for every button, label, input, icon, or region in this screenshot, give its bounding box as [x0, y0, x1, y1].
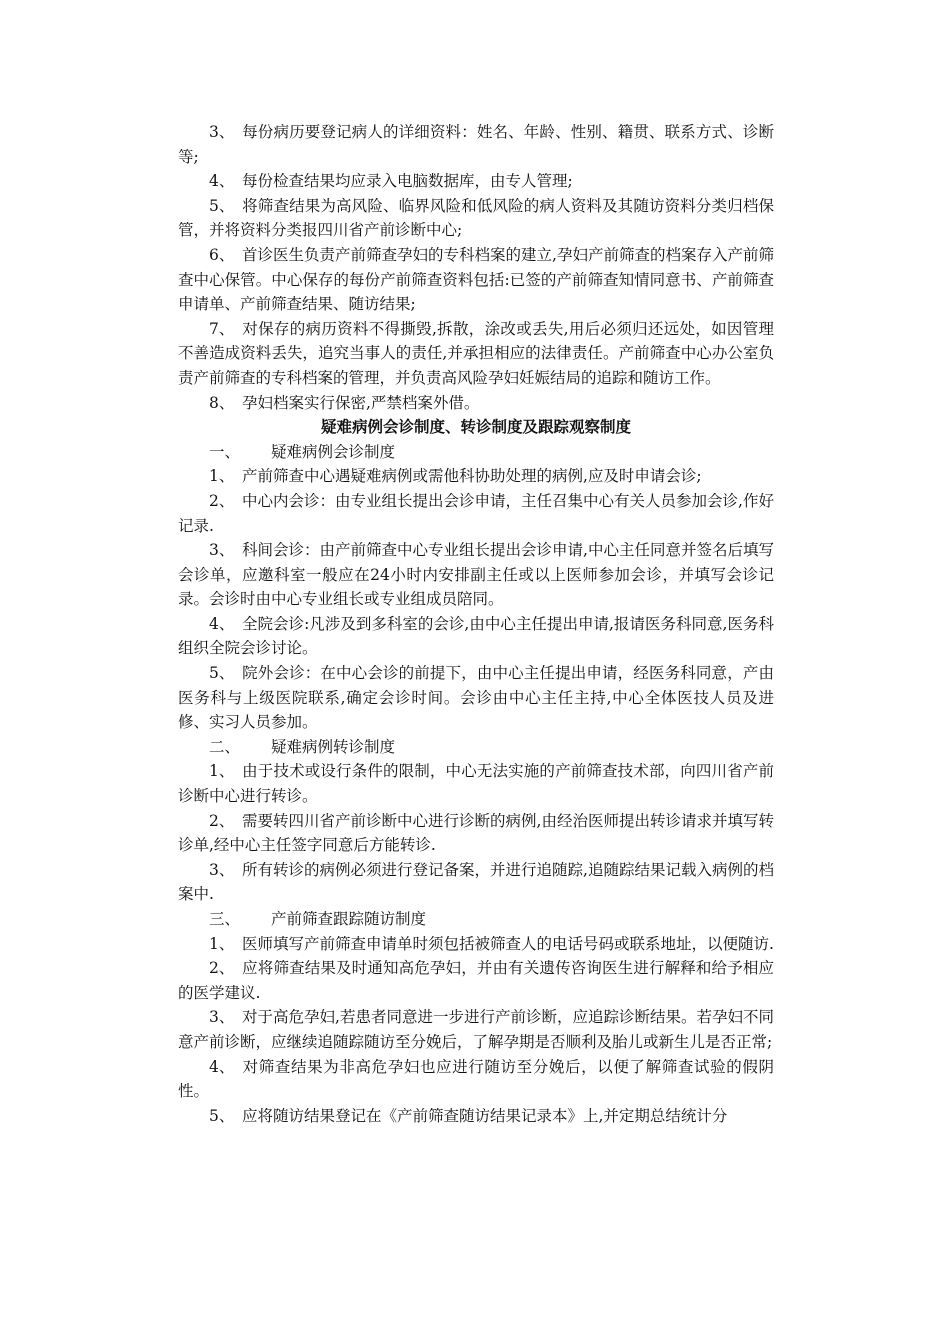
- item-number: 5、: [209, 664, 235, 683]
- item-number: 3、: [209, 123, 235, 141]
- section-heading: [178, 440, 774, 465]
- list-item: [178, 612, 774, 661]
- list-item: [178, 243, 774, 317]
- item-number: 1、: [209, 762, 235, 781]
- item-text: 需要转四川省产前诊断中心进行诊断的病例,由经治医师提出转诊请求并填写转诊单,经中心主任签字同意后方能转诊.: [178, 811, 774, 855]
- item-text: 院外会诊：在中心会诊的前提下，由中心主任提出申请，经医务科同意，产由医务科与上级医院联系,确定会诊时间。会诊由中心主任主持,中心全体医技人员及进修、实习人员参加。: [178, 664, 774, 732]
- item-text: 每份检查结果均应录入电脑数据库，由专人管理;: [242, 172, 573, 191]
- list-item: [178, 538, 774, 612]
- item-text: 对于高危孕妇,若患者同意进一步进行产前诊断，应追踪诊断结果。若孕妇不同意产前诊断，应继续追随踪随访至分娩后，了解孕期是否顺利及胎儿或新生儿是否正常;: [178, 1008, 774, 1051]
- section-number: 一、: [209, 442, 241, 461]
- item-number: 2、: [209, 491, 235, 510]
- list-item: [178, 489, 774, 538]
- section-follow-up: [178, 907, 774, 1128]
- item-text: 应将随访结果登记在《产前筛查随访结果记录本》上,并定期总结统计分: [242, 1106, 728, 1125]
- item-text: 由于技术或设行条件的限制，中心无法实施的产前筛查技术部，向四川省产前诊断中心进行转诊。: [178, 762, 774, 806]
- section-referral: [178, 735, 774, 907]
- list-item: [178, 464, 774, 489]
- item-text: 将筛查结果为高风险、临界风险和低风险的病人资料及其随访资料分类归档保管，并将资料分类报四川省产前诊断中心;: [178, 196, 774, 240]
- section-heading-text: 疑难病例会诊制度: [271, 442, 396, 461]
- list-item: [178, 169, 774, 194]
- list-item: [178, 932, 774, 957]
- section-number: 三、: [209, 910, 241, 928]
- item-text: 对筛查结果为非高危孕妇也应进行随访至分娩后，以便了解筛查试验的假阴性。: [178, 1057, 774, 1101]
- list-item: [178, 956, 774, 1005]
- item-text: 中心内会诊：由专业组长提出会诊申请，主任召集中心有关人员参加会诊,作好记录.: [178, 491, 774, 535]
- item-text: 首诊医生负责产前筛查孕妇的专科档案的建立,孕妇产前筛查的档案存入产前筛查中心保管。中心保存的每份产前筛查资料包括:已签的产前筛查知情同意书、产前筛查申请单、产前筛查结果、随访结果;: [178, 245, 774, 314]
- item-text: 所有转诊的病例必须进行登记备案，并进行追随踪,追随踪结果记载入病例的档案中.: [178, 860, 774, 904]
- item-number: 5、: [209, 196, 235, 215]
- section-heading: [178, 735, 774, 760]
- list-item: [178, 317, 774, 391]
- list-item: [178, 1104, 774, 1129]
- page-title: 疑难病例会诊制度、转诊制度及跟踪观察制度: [320, 418, 631, 437]
- list-item: [178, 391, 774, 416]
- list-item: [178, 809, 774, 858]
- item-number: 6、: [209, 245, 235, 264]
- document-page: [178, 120, 774, 1128]
- item-text: 对保存的病历资料不得撕毁,拆散，涂改或丢失,用后必须归还远处，如因管理不善造成资料丢失，追究当事人的责任,并承担相应的法律责任。产前筛查中心办公室负责产前筛查的专科档案的管理，并负责高风险孕妇妊娠结局的追踪和随访工作。: [178, 319, 774, 387]
- item-text: 全院会诊:凡涉及到多科室的会诊,由中心主任提出申请,报请医务科同意,医务科组织全院会诊讨论。: [178, 614, 774, 658]
- section-number: 二、: [209, 737, 241, 756]
- item-number: 8、: [209, 393, 235, 412]
- item-number: 7、: [209, 319, 235, 338]
- section-consultation: [178, 440, 774, 735]
- item-number: 1、: [209, 934, 235, 953]
- item-number: 5、: [209, 1106, 235, 1125]
- item-text: 孕妇档案实行保密,严禁档案外借。: [242, 393, 480, 412]
- list-item: [178, 120, 774, 169]
- item-number: 4、: [209, 614, 235, 633]
- list-item: [178, 194, 774, 243]
- item-text: 应将筛查结果及时通知高危孕妇，并由有关遗传咨询医生进行解释和给予相应的医学建议.: [178, 959, 774, 1002]
- list-item: [178, 1055, 774, 1104]
- list-item: [178, 759, 774, 808]
- section-heading-text: 疑难病例转诊制度: [271, 737, 396, 756]
- archive-rules: [178, 120, 774, 415]
- item-number: 3、: [209, 860, 235, 879]
- section-heading-text: 产前筛查跟踪随访制度: [271, 910, 427, 928]
- item-text: 医师填写产前筛查申请单时须包括被筛查人的电话号码或联系地址，以便随访.: [242, 934, 774, 953]
- list-item: [178, 661, 774, 735]
- item-number: 4、: [209, 1057, 235, 1076]
- item-text: 产前筛查中心遇疑难病例或需他科协助处理的病例,应及时申请会诊;: [242, 467, 702, 486]
- item-number: 2、: [209, 811, 235, 830]
- list-item: [178, 858, 774, 907]
- item-text: 每份病历要登记病人的详细资料：姓名、年龄、性别、籍贯、联系方式、诊断等;: [178, 123, 774, 166]
- item-number: 3、: [209, 1008, 235, 1027]
- item-text: 科间会诊：由产前筛查中心专业组长提出会诊申请,中心主任同意并签名后填写会诊单，应邀科室一般应在24小时内安排副主任或以上医师参加会诊，并填写会诊记录。会诊时由中心专业组长或专业组成员陪同。: [178, 541, 774, 609]
- item-number: 4、: [209, 172, 235, 191]
- item-number: 2、: [209, 959, 235, 978]
- item-number: 1、: [209, 467, 235, 486]
- list-item: [178, 1005, 774, 1054]
- section-heading: [178, 907, 774, 932]
- item-number: 3、: [209, 541, 235, 560]
